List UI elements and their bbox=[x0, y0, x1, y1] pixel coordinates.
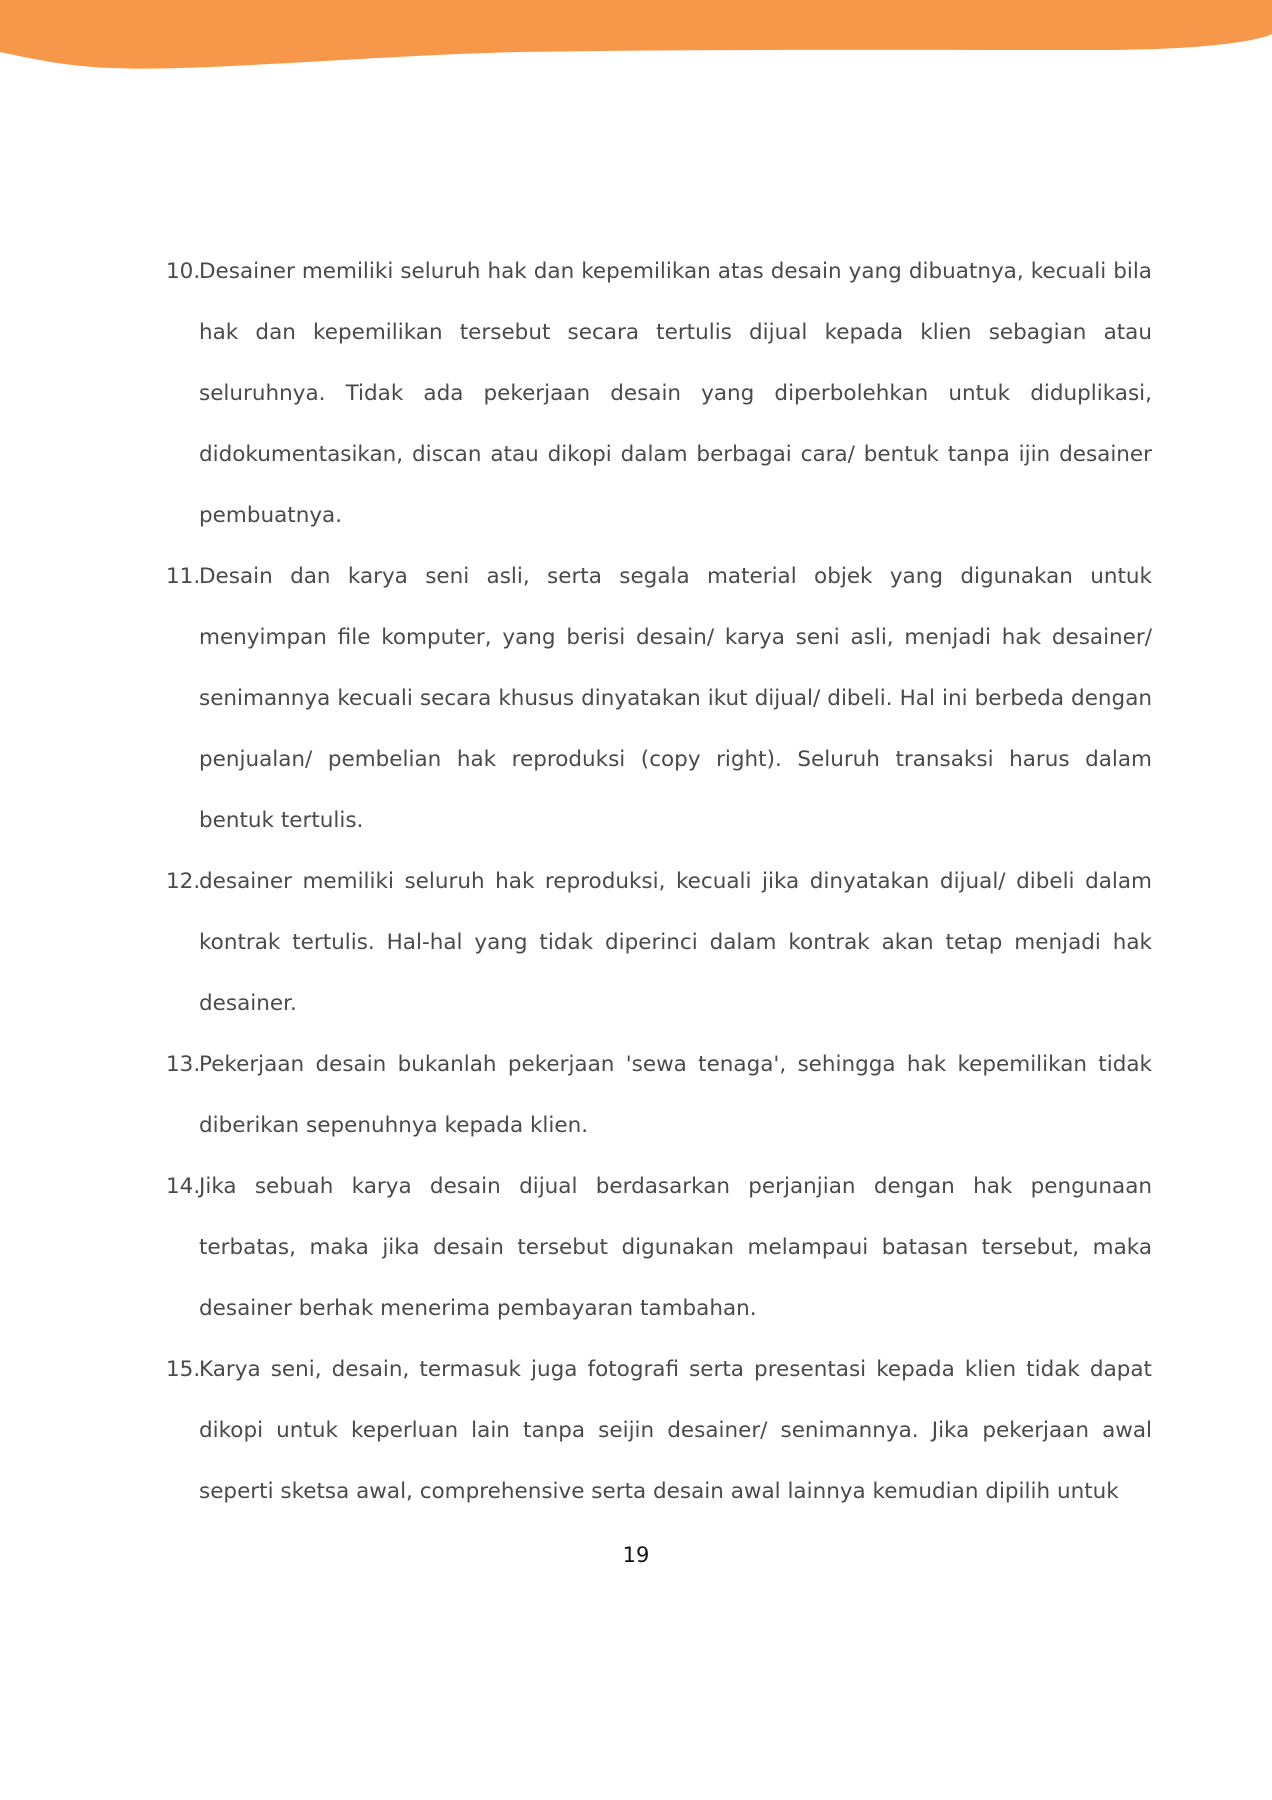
list-item bbox=[166, 546, 1152, 851]
orange-wave-header bbox=[0, 0, 1272, 80]
item-text: Karya seni, desain, termasuk juga fotografi serta presentasi kepada klien tidak dapat dikopi untuk keperluan lain tanpa seijin desainer/ senimannya. Jika pekerjaan awal seperti sketsa awal, comprehensive serta desain awal lainnya kemudian dipilih untuk bbox=[199, 1357, 1152, 1504]
item-number: 11. bbox=[166, 564, 201, 589]
page-number: 19 bbox=[622, 1543, 650, 1567]
list-item bbox=[166, 241, 1152, 546]
item-number: 12. bbox=[166, 869, 201, 894]
numbered-list bbox=[166, 241, 1152, 1522]
item-number: 13. bbox=[166, 1052, 201, 1077]
item-number: 14. bbox=[166, 1174, 201, 1199]
list-item bbox=[166, 851, 1152, 1034]
list-item bbox=[166, 1339, 1152, 1522]
list-item bbox=[166, 1034, 1152, 1156]
item-number: 10. bbox=[166, 259, 201, 284]
item-text: Pekerjaan desain bukanlah pekerjaan 'sewa tenaga', sehingga hak kepemilikan tidak diberikan sepenuhnya kepada klien. bbox=[199, 1052, 1152, 1138]
item-text: Desain dan karya seni asli, serta segala material objek yang digunakan untuk menyimpan file komputer, yang berisi desain/ karya seni asli, menjadi hak desainer/ senimannya kecuali secara khusus dinyatakan ikut dijual/ dibeli. Hal ini berbeda dengan penjualan/ pembelian hak reproduksi (copy right). Seluruh transaksi harus dalam bentuk tertulis. bbox=[199, 564, 1152, 833]
item-text: Desainer memiliki seluruh hak dan kepemilikan atas desain yang dibuatnya, kecuali bila hak dan kepemilikan tersebut secara tertulis dijual kepada klien sebagian atau seluruhnya. Tidak ada pekerjaan desain yang diperbolehkan untuk diduplikasi, didokumentasikan, discan atau dikopi dalam berbagai cara/ bentuk tanpa ijin desainer pembuatnya. bbox=[199, 259, 1152, 528]
item-text: desainer memiliki seluruh hak reproduksi, kecuali jika dinyatakan dijual/ dibeli dalam kontrak tertulis. Hal-hal yang tidak diperinci dalam kontrak akan tetap menjadi hak desainer. bbox=[199, 869, 1152, 1016]
wave-shape bbox=[0, 0, 1272, 69]
item-text: Jika sebuah karya desain dijual berdasarkan perjanjian dengan hak pengunaan terbatas, maka jika desain tersebut digunakan melampaui batasan tersebut, maka desainer berhak menerima pembayaran tambahan. bbox=[199, 1174, 1152, 1321]
item-number: 15. bbox=[166, 1357, 201, 1382]
list-item bbox=[166, 1156, 1152, 1339]
